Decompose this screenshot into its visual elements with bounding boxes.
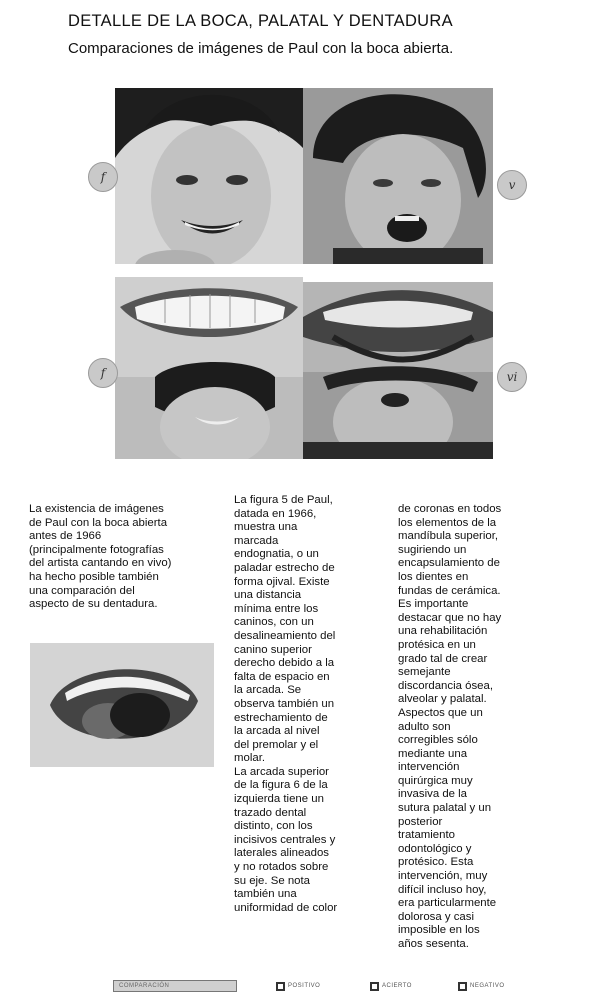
box-icon [458, 982, 467, 991]
page-title: DETALLE DE LA BOCA, PALATAL Y DENTADURA [68, 12, 453, 30]
teeth-closeup-photo-left [115, 277, 303, 459]
figure-marker: vi [497, 362, 527, 392]
legend-label: POSITIVO [288, 983, 321, 989]
teeth-closeup-photo-right [303, 282, 493, 459]
mouth-open-small-photo [30, 643, 214, 767]
paul-open-mouth-photo [303, 88, 493, 264]
box-icon [276, 982, 285, 991]
legend-item [370, 979, 412, 993]
paul-smiling-photo [115, 88, 303, 264]
legend-item [276, 979, 320, 993]
legend-item [113, 979, 237, 993]
legend-label: NEGATIVO [470, 983, 505, 989]
legend-label: ACIERTO [382, 983, 412, 989]
footer-legend [0, 979, 598, 999]
box-icon [370, 982, 379, 991]
figure-marker: v [497, 170, 527, 200]
text-column-2: La figura 5 de Paul, datada en 1966, muestra una marcada endognatia, o un paladar estrecho de forma ojival. Existe una distancia mínima entre los caninos, con un desalineamiento del canino superior derecho debido a la falta de espacio en la arcada. Se observa también un estrechamiento de la arcada al nivel del premolar y el molar. La arcada superior de la figura 6 de la izquierda tiene un trazado dental distinto, con los incisivos centrales y laterales alineados y no rotados sobre su eje. Se nota también una uniformidad de color [234, 494, 338, 914]
legend-item [458, 979, 505, 993]
figure-marker: f [88, 162, 118, 192]
figure-marker: f [88, 358, 118, 388]
page-subtitle: Comparaciones de imágenes de Paul con la boca abierta. [68, 40, 454, 57]
text-column-3: de coronas en todos los elementos de la mandíbula superior, sugiriendo un encapsulamiento de los dientes en fundas de cerámica. Es importante destacar que no hay una rehabilitación protésica en un grado tal de crear semejante discordancia ósea, alveolar y palatal. Aspectos que un adulto son corregibles sólo mediante una intervención quirúrgica muy invasiva de la sutura palatal y un posterior tratamiento odontológico y protésico. Esta intervención, muy difícil incluso hoy, era particularmente dolorosa y casi imposible en los años sesenta. [398, 503, 502, 950]
text-column-1: La existencia de imágenes de Paul con la boca abierta antes de 1966 (principalmente fotografías del artista cantando en vivo) ha hecho posible también una comparación del aspecto de su dentadura. [29, 503, 172, 611]
legend-label: COMPARACIÓN [119, 983, 170, 989]
